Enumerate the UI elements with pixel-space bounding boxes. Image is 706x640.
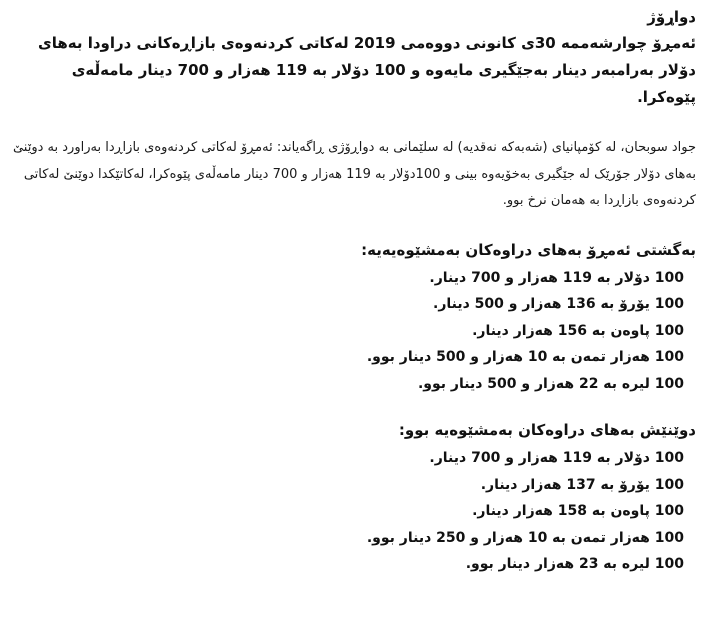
yesterday-rates-title: دوێنێش بەهای دراوەکان بەمشێوەیە بوو: <box>398 421 696 439</box>
lead-paragraph: ئەمڕۆ چوارشەممە 30ی کانونی دووەمی 2019 لەکاتی کردنەوەی بازاڕەکانی دراودا بەهای دۆلار بەرامبەر دینار بەجێگیری مایەوە و 100 دۆلار بە 119 هەزار و 700 دینار مامەڵەی پێوەکرا. <box>37 34 696 106</box>
today-rates-section <box>10 237 696 398</box>
rate-item-try: 100 لیرە بە 22 هەزار و 500 دینار بوو. <box>417 375 684 392</box>
source-heading: دواړۆژ <box>647 8 696 26</box>
yesterday-rates-list <box>10 445 696 578</box>
body-paragraph: جواد سوبحان، لە کۆمپانیای (شەبەکە نەقدیە) لە سلێمانی بە دواڕۆژی ڕاگەیاند: ئەمڕۆ لەکاتی کردنەوەی بازاڕدا بەراورد بە دوێنێ بەهای دۆلار جۆرێک لە جێگیری بەخۆیەوە بینی و 100دۆلار بە 119 هەزار و 700 دینار مامەڵەی پێوەکرا، لەکاتێکدا دوێنێ لەکاتی کردنەوەی بازاڕدا بە هەمان نرخ بوو. <box>12 140 696 208</box>
rate-item-usd: 100 دۆلار بە 119 هەزار و 700 دینار. <box>429 269 684 286</box>
rate-item-eur: 100 یۆرۆ بە 136 هەزار و 500 دینار. <box>433 296 684 312</box>
rate-item-usd: 100 دۆلار بە 119 هەزار و 700 دینار. <box>429 450 684 466</box>
rate-item-irr: 100 هەزار تمەن بە 10 هەزار و 500 دینار بوو. <box>366 349 684 365</box>
rate-item-gbp: 100 پاوەن بە 156 هەزار دینار. <box>472 322 684 339</box>
today-rates-title: بەگشتی ئەمڕۆ بەهای دراوەکان بەمشێوەیەیە: <box>361 240 696 259</box>
rate-item-irr: 100 هەزار تمەن بە 10 هەزار و 250 دینار بوو. <box>366 529 684 546</box>
rate-item-eur: 100 یۆرۆ بە 137 هەزار دینار. <box>480 476 684 493</box>
yesterday-rates-section <box>10 417 696 578</box>
rate-item-try: 100 لیرە بە 23 هەزار دینار بوو. <box>465 556 684 572</box>
today-rates-list <box>10 265 696 398</box>
rate-item-gbp: 100 پاوەن بە 158 هەزار دینار. <box>472 503 684 519</box>
